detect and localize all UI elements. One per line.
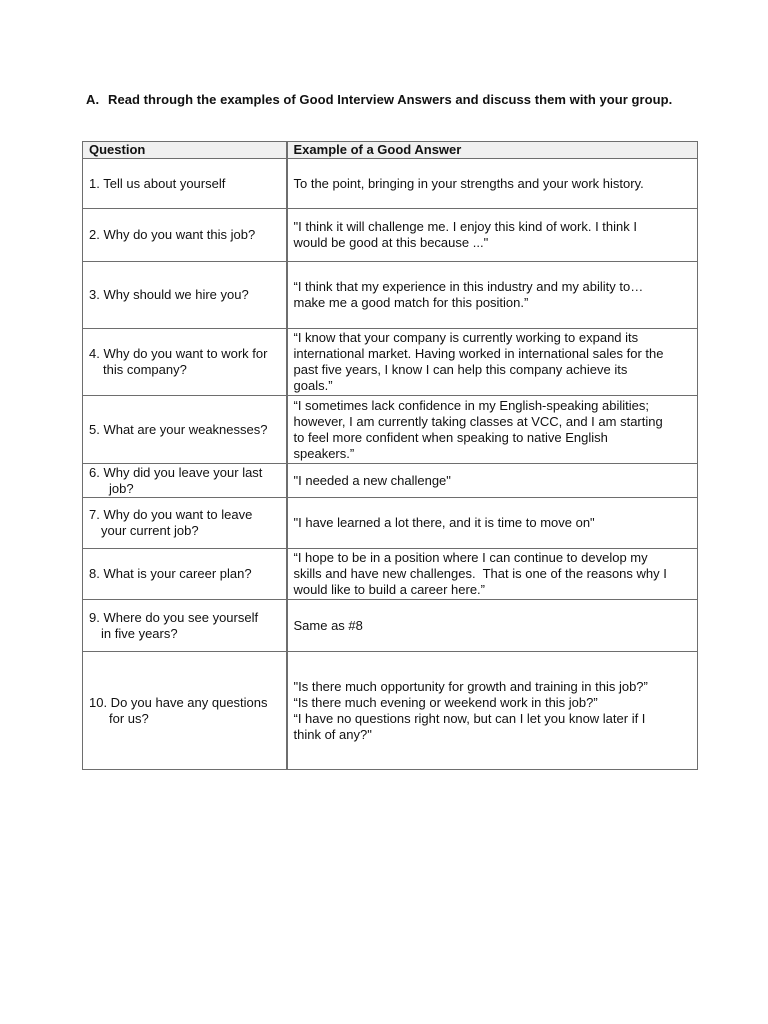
question-text-line: 7. Why do you want to leave [89,507,253,522]
table-row [83,498,698,549]
table-row [83,549,698,600]
question-text-line: 8. What is your career plan? [89,566,252,581]
question-text-line: for us? [109,710,149,726]
question-text-line: 9. Where do you see yourself [89,609,259,625]
table-header-row [83,142,698,159]
answer-text-line: “I sometimes lack confidence in my English-speaking abilities; [293,397,649,413]
question-column-header: Question [83,142,287,159]
answer-cell [287,396,698,464]
answer-text-line: would like to build a career here.” [293,582,485,597]
question-text-line: this company? [103,362,187,377]
answer-cell [287,498,698,549]
answer-text-line: To the point, bringing in your strengths and your work history. [293,175,644,191]
question-text-line: 6. Why did you leave your last [89,464,263,480]
table-row [83,329,698,396]
answer-text-line: "Is there much opportunity for growth and training in this job?” [293,678,648,694]
answer-text-line: “I have no questions right now, but can I let you know later if I [293,710,646,726]
answer-text-line: make me a good match for this position.” [293,295,529,310]
answer-text-line: “I hope to be in a position where I can continue to develop my [293,550,648,565]
answer-text-line: "I have learned a lot there, and it is time to move on" [293,515,595,530]
answer-text-line: however, I am currently taking classes at VCC, and I am starting [293,413,663,429]
question-cell [83,329,287,396]
answer-cell [287,159,698,209]
interview-answers-table [82,141,698,770]
answer-text-line: "I think it will challenge me. I enjoy this kind of work. I think I [293,219,637,234]
answer-text-line: Same as #8 [293,617,363,633]
question-cell [83,159,287,209]
question-cell [83,464,287,498]
answer-text-line: “I know that your company is currently working to expand its [293,330,639,345]
table-row [83,159,698,209]
instruction-text: Read through the examples of Good Interview Answers and discuss them with your group. [108,92,673,107]
question-cell [83,262,287,329]
answer-cell [287,600,698,652]
answer-column-header: Example of a Good Answer [287,142,698,159]
answer-cell [287,262,698,329]
question-cell [83,600,287,652]
table-row [83,209,698,262]
table-row [83,464,698,498]
table-body [83,159,698,770]
question-text-line: job? [109,480,134,496]
question-cell [83,498,287,549]
answer-text-line: “Is there much evening or weekend work in this job?” [293,694,598,710]
answer-text-line: skills and have new challenges. That is one of the reasons why I [293,566,667,581]
question-text-line: 3. Why should we hire you? [89,287,249,302]
question-text-line: 2. Why do you want this job? [89,227,256,242]
question-cell [83,549,287,600]
question-cell [83,396,287,464]
question-text-line: 10. Do you have any questions [89,694,268,710]
question-text-line: 1. Tell us about yourself [89,175,226,191]
question-text-line: 4. Why do you want to work for [89,346,268,361]
answer-text-line: "I needed a new challenge" [293,472,451,488]
answer-cell [287,549,698,600]
answer-text-line: speakers.” [293,445,355,461]
question-text-line: in five years? [101,625,178,641]
question-text-line: 5. What are your weaknesses? [89,421,268,437]
answer-cell [287,464,698,498]
answer-text-line: goals.” [293,378,333,393]
answer-text-line: to feel more confident when speaking to native English [293,429,608,445]
table-row [83,652,698,770]
answer-text-line: “I think that my experience in this industry and my ability to… [293,279,644,294]
table-row [83,262,698,329]
answer-text-line: international market. Having worked in international sales for the [293,346,664,361]
answer-text-line: think of any?" [293,726,372,742]
instruction-letter: A. [86,92,100,107]
table-row [83,600,698,652]
instruction-heading [86,92,726,107]
answer-text-line: would be good at this because ..." [293,235,489,250]
question-text-line: your current job? [101,523,199,538]
table-row [83,396,698,464]
answer-cell [287,209,698,262]
question-cell [83,652,287,770]
answer-cell [287,329,698,396]
answer-text-line: past five years, I know I can help this company achieve its [293,362,628,377]
question-cell [83,209,287,262]
answer-cell [287,652,698,770]
